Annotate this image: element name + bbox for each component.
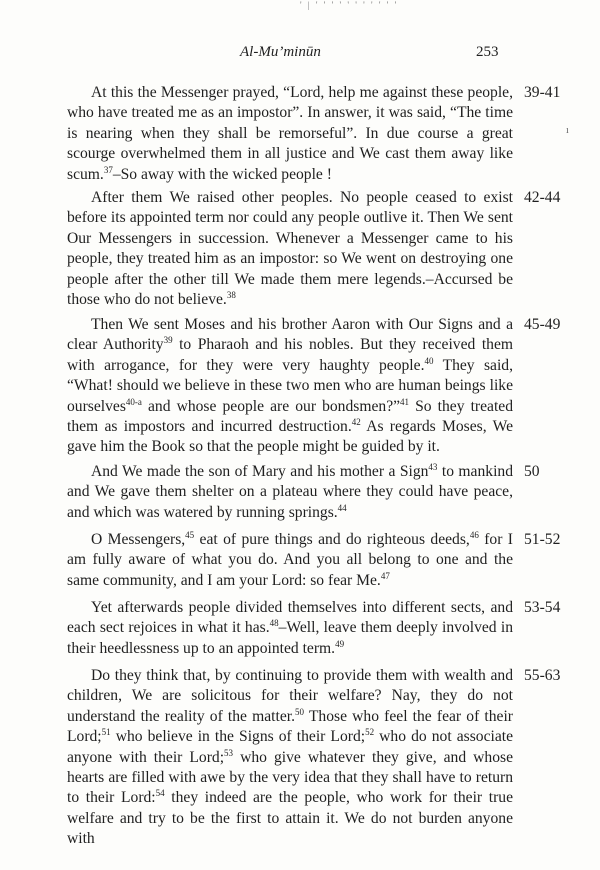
body-text: they indeed are the people, who work for their true welfare and try to be the first to attain it. We do not burden anyone with bbox=[67, 789, 513, 848]
paragraph-6 bbox=[67, 598, 513, 659]
stray-mark: ı bbox=[566, 125, 569, 136]
footnote-marker: 53 bbox=[224, 747, 234, 758]
footnote-marker: 43 bbox=[428, 461, 438, 472]
verse-ref-6: 53-54 bbox=[524, 599, 561, 616]
paragraph-1 bbox=[67, 83, 513, 185]
footnote-marker: 39 bbox=[163, 335, 173, 346]
footnote-marker: 52 bbox=[365, 727, 375, 738]
body-text: So they treated them as impostors and incurred destruction. bbox=[67, 397, 513, 436]
footnote-marker: 41 bbox=[400, 396, 410, 407]
body-text: –So away with the wicked people ! bbox=[112, 165, 332, 183]
body-text: Yet afterwards people divided themselves into different sects, and each sect rejoices in what it has. bbox=[67, 599, 513, 637]
body-text: They said, “What! should we believe in these two men who are human beings like ourselves bbox=[67, 356, 513, 415]
body-text: for I am fully aware of what you do. And you all belong to one and the same community, and I am your Lord: so fear Me. bbox=[67, 531, 513, 589]
top-edge-marks: ' | ' ' ' ' ' ' ' ' ' ' ' bbox=[300, 0, 399, 10]
body-text: who give whatever they give, and whose hearts are filled with awe by the very idea that they shall have to return to their Lord: bbox=[67, 748, 513, 807]
page-header bbox=[0, 44, 600, 64]
footnote-marker: 47 bbox=[380, 570, 390, 581]
footnote-marker: 40-a bbox=[125, 396, 142, 407]
body-text: to mankind and We gave them shelter on a plateau where they could have peace, and which was watered by running springs. bbox=[67, 463, 513, 521]
verse-ref-5: 51-52 bbox=[524, 531, 561, 548]
body-text: At this the Messenger prayed, “Lord, help me against these people, who have treated me as an impostor”. In answer, it was said, “The time is nearing when they shall be remorseful”. In due course a great scourge overwhelmed them in all justice and We cast them away like scum. bbox=[67, 84, 513, 183]
footnote-marker: 42 bbox=[351, 416, 361, 427]
body-text: Those who feel the fear of their Lord; bbox=[67, 707, 513, 746]
footnote-marker: 38 bbox=[226, 289, 236, 300]
paragraph-5 bbox=[67, 530, 513, 591]
page-number: 253 bbox=[476, 44, 499, 60]
body-text: –Well, leave them deeply involved in their heedlessness up to an appointed term. bbox=[67, 619, 513, 657]
footnote-marker: 48 bbox=[269, 618, 279, 629]
paragraph-7 bbox=[67, 666, 513, 850]
footnote-marker: 37 bbox=[103, 164, 113, 175]
running-title: Al-Mu’minūn bbox=[240, 44, 321, 60]
footnote-marker: 51 bbox=[101, 727, 111, 738]
body-text: As regards Moses, We gave him the Book so that the people might be guided by it. bbox=[67, 418, 513, 456]
verse-ref-7: 55-63 bbox=[524, 667, 561, 684]
body-text: After them We raised other peoples. No people ceased to exist before its appointed term nor could any people outlive it. Then We sent Our Messengers in succession. Whenever a Messenger came to his people, they treated him as an impostor: so We went on destroying one people after the other till We made them mere legends.–Accursed be those who do not believe. bbox=[67, 189, 513, 309]
paragraph-3 bbox=[67, 315, 513, 458]
body-text: who do not associate anyone with their Lord; bbox=[67, 728, 513, 766]
footnote-marker: 49 bbox=[335, 638, 345, 649]
paragraph-2 bbox=[67, 188, 513, 310]
paragraph-4 bbox=[67, 462, 513, 523]
verse-ref-1: 39-41 bbox=[524, 84, 561, 101]
verse-ref-2: 42-44 bbox=[524, 189, 561, 206]
footnote-marker: 45 bbox=[185, 529, 195, 540]
body-text: and whose people are our bondsmen?” bbox=[141, 397, 401, 415]
body-text: to Pharaoh and his nobles. But they received them with arrogance, for they were very haughty people. bbox=[67, 336, 514, 374]
footnote-marker: 40 bbox=[424, 355, 434, 366]
body-text: And We made the son of Mary and his mother a Sign bbox=[91, 463, 429, 480]
body-text: Then We sent Moses and his brother Aaron with Our Signs and a clear Authority bbox=[67, 316, 513, 354]
footnote-marker: 46 bbox=[469, 529, 479, 540]
footnote-marker: 44 bbox=[337, 502, 347, 513]
footnote-marker: 54 bbox=[155, 788, 165, 799]
body-text: O Messengers, bbox=[91, 531, 186, 548]
footnote-marker: 50 bbox=[295, 706, 304, 717]
body-text: who believe in the Signs of their Lord; bbox=[110, 728, 366, 746]
body-text: eat of pure things and do righteous deeds, bbox=[194, 531, 470, 548]
body-text: Do they think that, by continuing to provide them with wealth and children, We are solicitous for their welfare? Nay, they do not understand the reality of the matter. bbox=[67, 667, 513, 725]
verse-ref-3: 45-49 bbox=[524, 316, 561, 333]
verse-ref-4: 50 bbox=[524, 463, 540, 480]
